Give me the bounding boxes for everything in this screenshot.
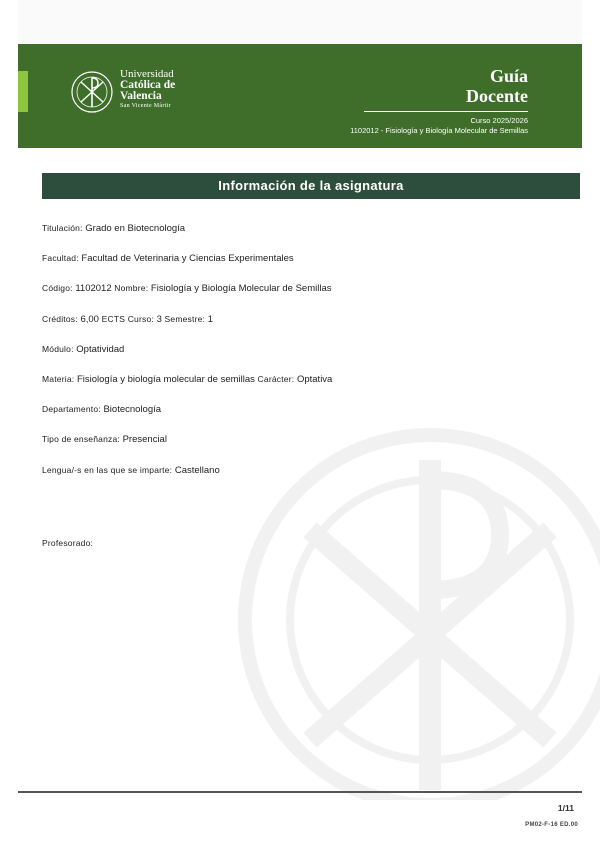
lengua-value: Castellano [174,464,220,476]
info-row-departamento [42,403,572,433]
university-line-4: San Vicente Mártir [120,103,171,109]
section-title: Información de la asignatura [42,173,580,199]
info-row-tipo [42,433,572,463]
info-row-lengua [42,464,572,494]
page-header [18,44,582,148]
creditos-value: 6,00 [80,313,99,325]
info-row-facultad [42,252,572,282]
footer-divider [18,791,582,793]
nombre-label: Nombre: [114,283,149,294]
departamento-label: Departamento: [42,404,101,415]
facultad-label: Facultad: [42,253,79,264]
info-row-modulo [42,343,572,373]
info-row-titulacion [42,222,572,252]
university-name [120,69,175,110]
tipo-label: Tipo de enseñanza: [42,434,120,445]
document-reference: PM02-F-16 ED.00 [525,822,578,828]
info-row-codigo [42,282,572,312]
document-title [466,66,528,106]
materia-value: Fisiología y biología molecular de semillas [76,373,255,385]
ects-label: ECTS [101,313,126,324]
profesorado-label: Profesorado: [42,538,94,548]
titulacion-value: Grado en Biotecnología [85,223,186,234]
document-title-line-2: Docente [466,86,528,106]
subject-info [42,222,572,494]
codigo-value: 1102012 [75,283,112,295]
semestre-label: Semestre: [164,313,206,324]
top-strip [18,0,582,44]
course-year: Curso 2025/2026 [470,116,528,125]
codigo-label: Código: [42,283,73,294]
subject-code-title: 1102012 - Fisiología y Biología Molecular de Semillas [350,126,528,135]
lengua-label: Lengua/-s en las que se imparte: [42,464,173,475]
curso-label: Curso: [127,313,154,324]
header-divider [364,111,528,112]
document-title-line-1: Guía [489,66,528,86]
tipo-value: Presencial [122,434,167,446]
university-line-1: Universidad [120,68,174,80]
facultad-value: Facultad de Veterinaria y Ciencias Experimentales [81,253,294,265]
header-accent-bar [18,71,28,112]
curso-value: 3 [156,313,162,325]
creditos-label: Créditos: [42,313,78,324]
caracter-value: Optativa [296,373,333,385]
page-number: 1/11 [557,803,574,813]
departamento-value: Biotecnología [103,404,162,416]
semestre-value: 1 [207,313,214,325]
materia-label: Materia: [42,373,75,384]
info-row-creditos [42,313,572,343]
university-line-2: Católica de [120,79,176,91]
university-seal-icon [70,70,114,114]
modulo-label: Módulo: [42,343,74,354]
caracter-label: Carácter: [257,373,295,384]
university-line-3: Valencia [120,90,162,102]
nombre-value: Fisiología y Biología Molecular de Semillas [150,283,332,295]
info-row-materia [42,373,572,403]
titulacion-label: Titulación: [42,223,83,233]
modulo-value: Optatividad [76,343,125,355]
